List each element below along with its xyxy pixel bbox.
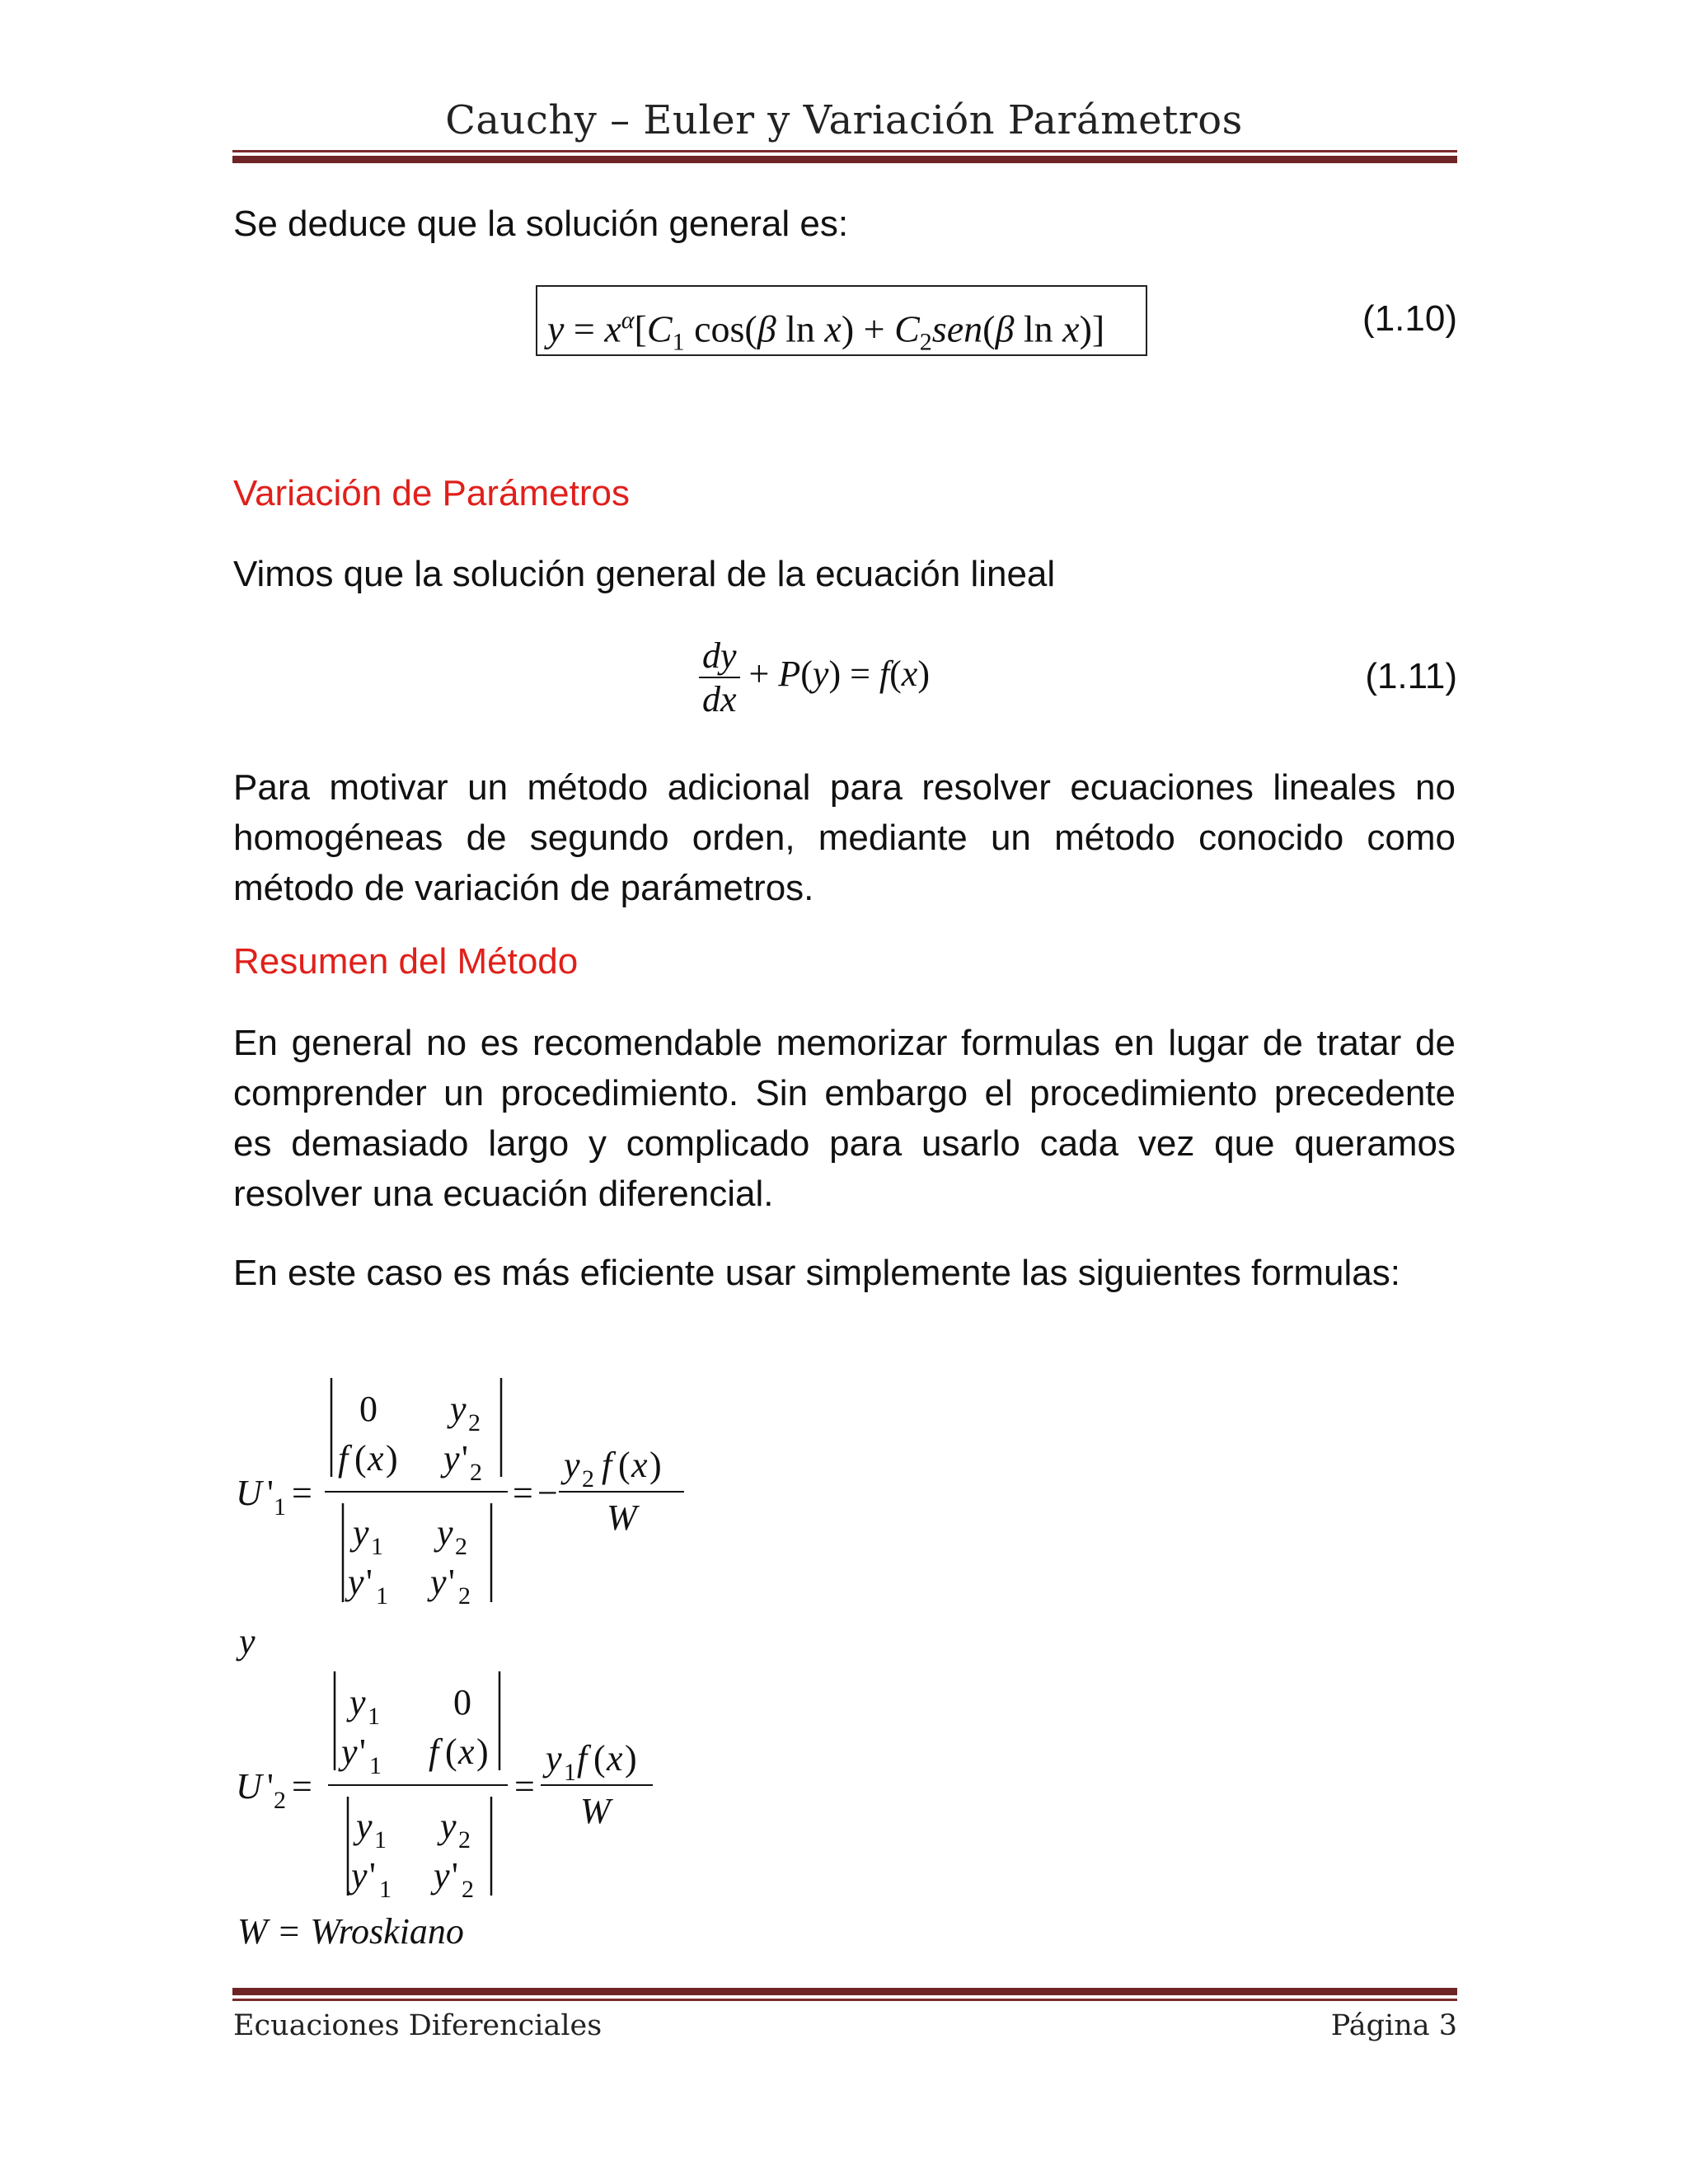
svg-text:x: x xyxy=(631,1445,648,1485)
svg-text:0: 0 xyxy=(359,1389,377,1429)
svg-text:2: 2 xyxy=(458,1826,471,1854)
svg-text:2: 2 xyxy=(468,1409,481,1436)
svg-text:=: = xyxy=(292,1766,312,1807)
svg-text:): ) xyxy=(625,1738,637,1779)
svg-text:=: = xyxy=(513,1473,533,1513)
svg-text:1: 1 xyxy=(274,1493,286,1521)
svg-text:y: y xyxy=(437,1512,453,1553)
svg-text:': ' xyxy=(366,1562,373,1602)
svg-text:2: 2 xyxy=(470,1459,482,1486)
paragraph-3: En general no es recomendable memorizar formulas en lugar de tratar de comprender un procedimiento. Sin embargo el procedimiento precedente es demasiado largo y complicado para usarlo cada vez que queramos resolver una ecuación diferencial. xyxy=(233,1023,1456,1214)
svg-text:2: 2 xyxy=(274,1787,286,1814)
svg-text:y: y xyxy=(356,1806,373,1846)
svg-text:2: 2 xyxy=(462,1876,474,1903)
svg-text:1: 1 xyxy=(564,1759,576,1786)
svg-text:y: y xyxy=(450,1389,467,1429)
svg-text:y: y xyxy=(546,1738,562,1779)
paragraph-2: Para motivar un método adicional para resolver ecuaciones lineales no homogéneas de segundo orden, mediante un método conocido como método de variación de parámetros. xyxy=(233,767,1456,908)
paragraph-1: Vimos que la solución general de la ecuación lineal xyxy=(233,554,1056,594)
formula-u1-prime xyxy=(231,1368,692,1615)
svg-text:(: ( xyxy=(445,1732,457,1772)
connector-y: y xyxy=(239,1621,256,1661)
section-heading-variacion: Variación de Parámetros xyxy=(233,473,630,513)
footer-left: Ecuaciones Diferenciales xyxy=(233,2009,603,2042)
svg-text:x: x xyxy=(607,1738,623,1779)
svg-text:y: y xyxy=(564,1445,580,1485)
svg-text:): ) xyxy=(386,1438,398,1479)
svg-text:': ' xyxy=(267,1766,274,1807)
section-heading-resumen: Resumen del Método xyxy=(233,941,579,982)
svg-text:−: − xyxy=(537,1473,558,1513)
svg-text:': ' xyxy=(359,1732,366,1772)
svg-text:=: = xyxy=(292,1473,312,1513)
svg-text:y: y xyxy=(341,1732,358,1772)
svg-text:W: W xyxy=(580,1791,611,1831)
svg-text:1: 1 xyxy=(368,1703,380,1730)
svg-text:': ' xyxy=(452,1855,458,1896)
footer-page-number: Página 3 xyxy=(1330,2009,1457,2042)
intro-text: Se deduce que la solución general es: xyxy=(233,204,849,244)
svg-text:(: ( xyxy=(354,1438,367,1479)
paragraph-4: En este caso es más eficiente usar simplemente las siguientes formulas: xyxy=(233,1253,1400,1293)
svg-text:y: y xyxy=(443,1438,460,1479)
svg-text:x: x xyxy=(458,1732,475,1772)
page-header-title: Cauchy – Euler y Variación Parámetros xyxy=(445,97,1243,143)
svg-text:U: U xyxy=(236,1473,262,1513)
svg-text:f: f xyxy=(429,1732,439,1772)
svg-text:y: y xyxy=(430,1562,447,1602)
svg-text:y: y xyxy=(348,1562,364,1602)
svg-text:': ' xyxy=(448,1562,455,1602)
svg-text:W: W xyxy=(607,1497,637,1538)
svg-text:1: 1 xyxy=(374,1826,387,1854)
equation-1-11: $\frac{dy}{dx}$ + P(y) = f(x) xyxy=(699,635,930,720)
svg-text:y: y xyxy=(351,1855,368,1896)
wronskian-definition: W = Wroskiano xyxy=(237,1911,464,1952)
svg-text:1: 1 xyxy=(379,1876,392,1903)
svg-text:1: 1 xyxy=(369,1752,382,1779)
formula-u2-prime xyxy=(231,1661,692,1909)
svg-text:U: U xyxy=(236,1766,262,1807)
svg-text:1: 1 xyxy=(371,1533,383,1560)
equation-number-1-11: (1.11) xyxy=(1365,656,1457,696)
svg-text:): ) xyxy=(649,1445,662,1485)
svg-text:': ' xyxy=(462,1438,468,1479)
svg-text:f: f xyxy=(602,1445,612,1485)
svg-text:(: ( xyxy=(618,1445,631,1485)
svg-text:): ) xyxy=(476,1732,489,1772)
svg-text:x: x xyxy=(368,1438,384,1479)
equation-number-1-10: (1.10) xyxy=(1362,298,1457,339)
svg-text:y: y xyxy=(434,1855,450,1896)
svg-text:y: y xyxy=(353,1512,369,1553)
svg-text:(: ( xyxy=(593,1738,606,1779)
svg-text:=: = xyxy=(514,1766,535,1807)
svg-text:2: 2 xyxy=(582,1465,594,1493)
footer-rule xyxy=(232,1988,1457,2001)
svg-text:1: 1 xyxy=(376,1582,388,1610)
svg-text:': ' xyxy=(369,1855,376,1896)
svg-text:2: 2 xyxy=(458,1582,471,1610)
svg-text:': ' xyxy=(267,1473,274,1513)
svg-text:2: 2 xyxy=(455,1533,467,1560)
equation-1-10: $y = x^\alpha[C_1$ cos(β $\ln x) + C_2sen(\beta$ ln x)] xyxy=(536,285,1147,356)
header-rule xyxy=(232,150,1457,163)
svg-text:f: f xyxy=(338,1438,349,1479)
svg-text:0: 0 xyxy=(453,1682,471,1722)
svg-text:y: y xyxy=(440,1806,457,1846)
svg-text:y: y xyxy=(349,1682,366,1722)
svg-text:f: f xyxy=(577,1738,588,1779)
